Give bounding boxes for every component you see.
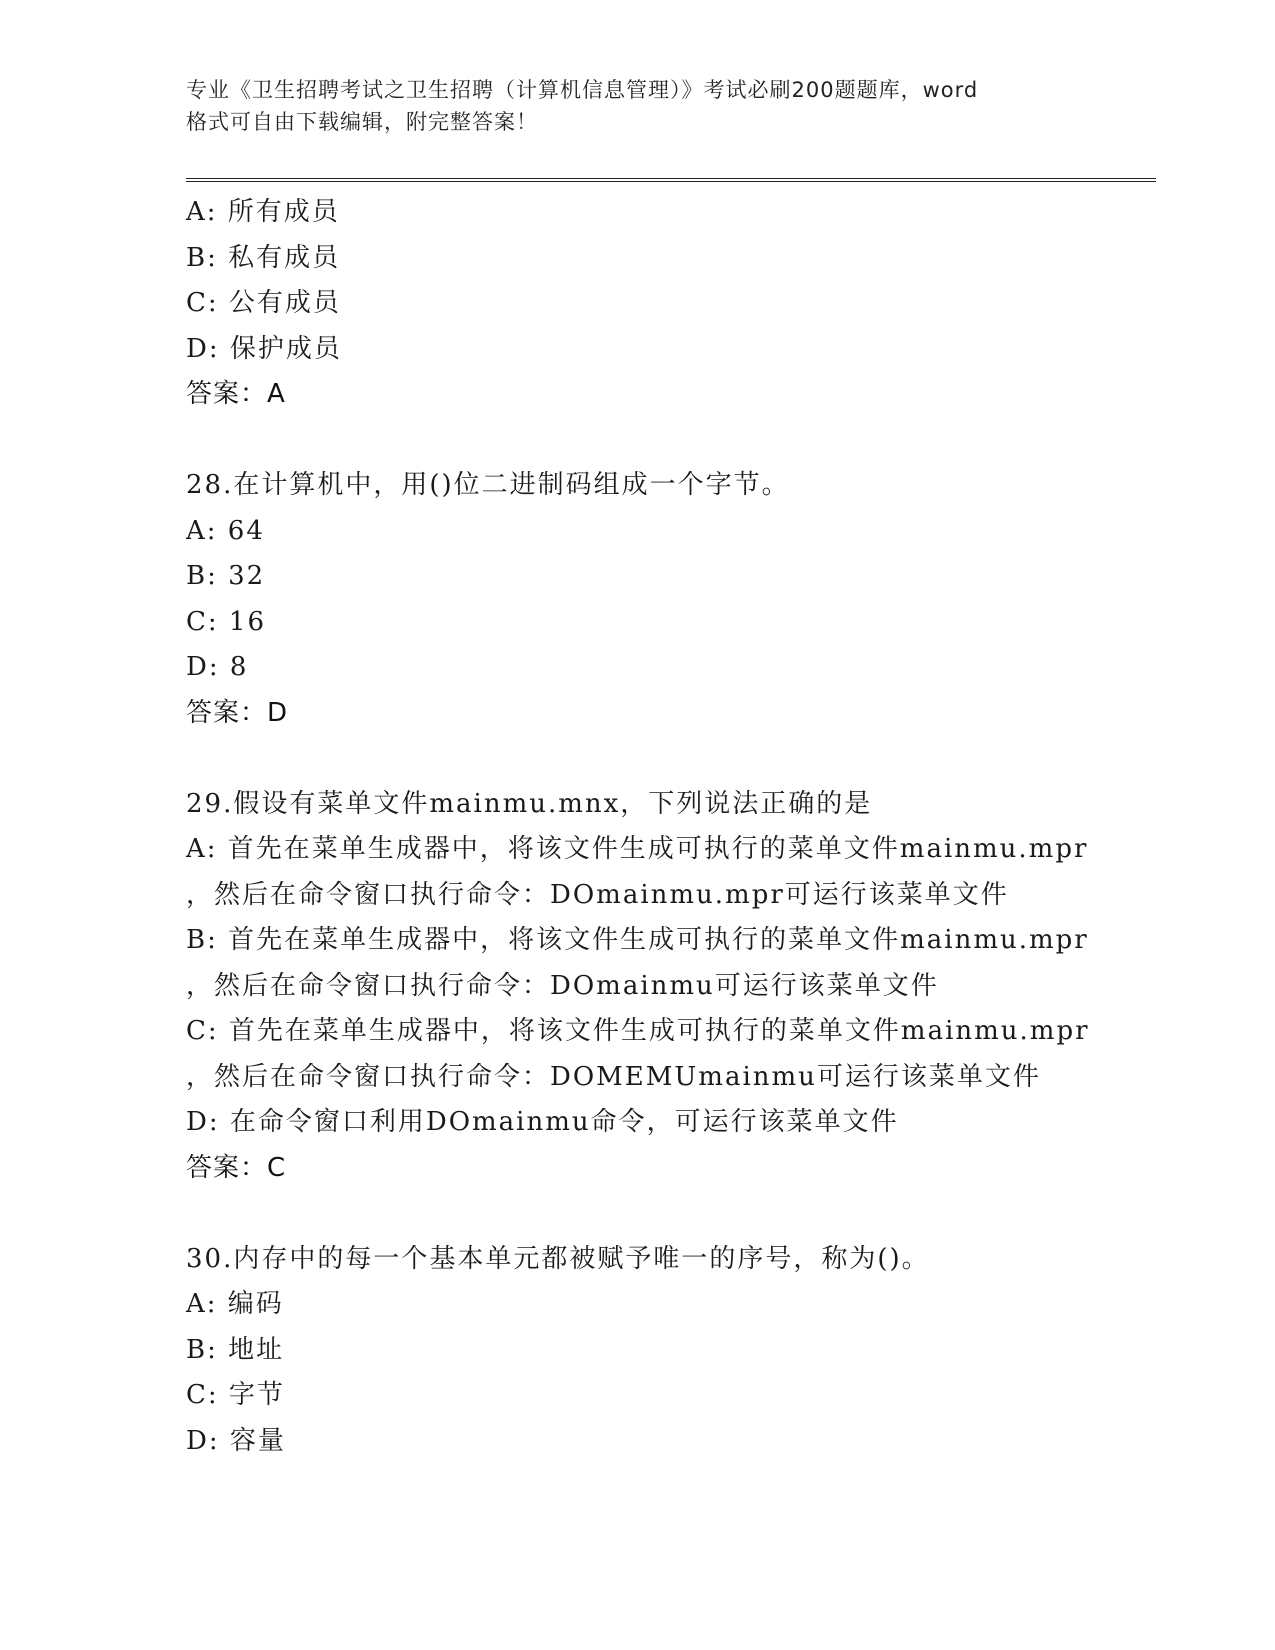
header-divider: [186, 178, 1156, 182]
header-title-line-1: 专业《卫生招聘考试之卫生招聘（计算机信息管理）》考试必刷200题题库，word: [186, 78, 979, 102]
question-28: [186, 463, 1156, 736]
question-list: [186, 190, 1156, 1464]
option-c-line-2: ，然后在命令窗口执行命令：DOMEMUmainmu可运行该菜单文件: [186, 1061, 1041, 1092]
option-a: A: 所有成员: [186, 197, 340, 227]
option-d: D: 容量: [186, 1425, 286, 1456]
option-a-line-2: ，然后在命令窗口执行命令：DOmainmu.mpr可运行该菜单文件: [186, 879, 1009, 910]
option-d: D: 8: [186, 652, 249, 682]
spacer: [186, 736, 1156, 782]
option-a: A: 编码: [186, 1289, 284, 1319]
question-text: 29.假设有菜单文件mainmu.mnx，下列说法正确的是: [186, 788, 873, 819]
answer: 答案：C: [186, 1152, 287, 1183]
answer: 答案：A: [186, 379, 286, 409]
option-c-line-1: C: 首先在菜单生成器中，将该文件生成可执行的菜单文件mainmu.mpr: [186, 1016, 1090, 1046]
option-d: D: 在命令窗口利用DOmainmu命令，可运行该菜单文件: [186, 1107, 899, 1137]
option-d: D: 保护成员: [186, 333, 342, 364]
option-b: B: 私有成员: [186, 242, 341, 273]
option-a: A: 64: [186, 515, 265, 546]
option-b: B: 地址: [186, 1334, 285, 1365]
header-title-line-2: 格式可自由下载编辑，附完整答案！: [186, 110, 538, 134]
option-b: B: 32: [186, 561, 266, 591]
question-27: [186, 190, 1156, 418]
question-30: [186, 1237, 1156, 1465]
option-c: C: 16: [186, 606, 267, 637]
spacer: [186, 418, 1156, 464]
answer: 答案：D: [186, 697, 289, 728]
question-text: 30.内存中的每一个基本单元都被赋予唯一的序号，称为()。: [186, 1243, 930, 1274]
question-text: 28.在计算机中，用()位二进制码组成一个字节。: [186, 470, 790, 500]
option-c: C: 公有成员: [186, 288, 341, 318]
question-29: [186, 782, 1156, 1192]
option-c: C: 字节: [186, 1380, 285, 1410]
option-b-line-1: B: 首先在菜单生成器中，将该文件生成可执行的菜单文件mainmu.mpr: [186, 925, 1089, 955]
option-a-line-1: A: 首先在菜单生成器中，将该文件生成可执行的菜单文件mainmu.mpr: [186, 834, 1089, 864]
document-header: [186, 74, 1086, 138]
spacer: [186, 1191, 1156, 1237]
option-b-line-2: ，然后在命令窗口执行命令：DOmainmu可运行该菜单文件: [186, 970, 939, 1001]
